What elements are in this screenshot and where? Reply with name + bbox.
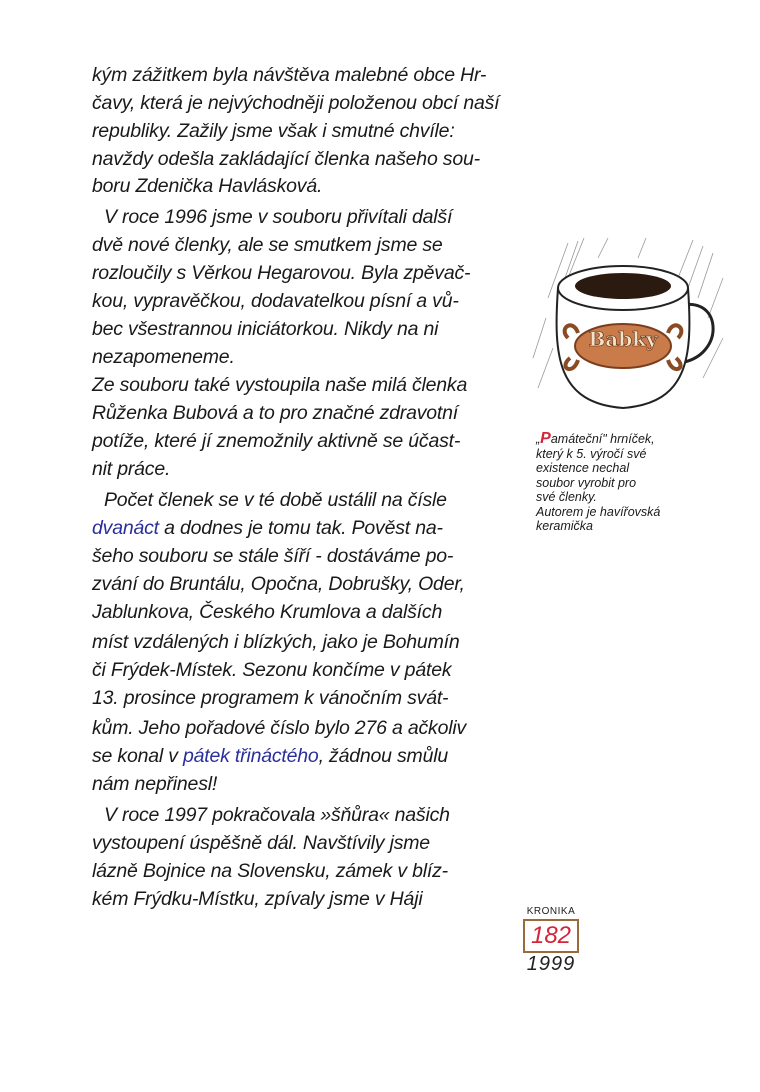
text-line [92, 148, 480, 171]
caption-line: soubor vyrobit pro [536, 475, 637, 490]
text-line [92, 290, 459, 313]
highlighted-text: pátek třináctého [183, 745, 319, 767]
text-line [92, 120, 455, 143]
line-text: rozloučily s Věrkou Hegarovou. Byla zpěvač- [92, 262, 471, 284]
line-text: boru Zdenička Havlásková. [92, 175, 323, 197]
line-text: kům. Jeho pořadové číslo bylo 276 a ačkoliv [92, 717, 467, 739]
caption-line: který k 5. výročí své [536, 446, 647, 461]
line-text: čavy, která je nejvýchodněji položenou obcí naší [92, 92, 500, 114]
text-line [92, 234, 443, 257]
text-line [92, 175, 322, 198]
caption-line: keramička [536, 519, 593, 533]
line-text: potíže, které jí znemožnily aktivně se účast- [92, 430, 461, 452]
text-line [92, 346, 235, 369]
caption-line [536, 432, 660, 447]
caption-line: existence nechal [536, 461, 630, 475]
line-text: bec všestrannou iniciátorkou. Nikdy na ni [92, 318, 439, 340]
chronicle-page-stamp [516, 906, 586, 976]
line-text: Počet členek se v té době ustálil na čísle [104, 489, 447, 511]
text-line [92, 631, 459, 654]
text-line [104, 206, 452, 229]
text-line [92, 318, 438, 341]
text-line [92, 573, 465, 596]
line-text: kou, vypravěčkou, dodavatelkou písní a vů- [92, 290, 459, 312]
caption-line: své členky. [536, 490, 597, 504]
line-text: lázně Bojnice na Slovensku, zámek v blíz- [92, 860, 448, 882]
text-line [92, 687, 448, 710]
text-line [92, 374, 467, 397]
chronicle-year: 1999 [526, 953, 576, 975]
text-line [92, 888, 422, 911]
highlighted-text: dvanáct [92, 517, 159, 539]
text-line [92, 430, 460, 453]
page-number: 182 [523, 919, 579, 953]
line-text: kém Frýdku-Místku, zpívaly jsme v Háji [92, 888, 423, 910]
text-line [92, 832, 430, 855]
chronicle-label: KRONIKA [526, 906, 576, 917]
text-line [92, 262, 470, 285]
line-text: Ze souboru také vystoupila naše milá členka [92, 374, 468, 396]
quote-mark: „ [536, 432, 541, 446]
line-text: dvě nové členky, ale se smutkem jsme se [92, 234, 443, 256]
text-line [92, 458, 170, 481]
caption-initial: P [540, 430, 551, 447]
text-line [92, 92, 499, 115]
line-text: , žádnou smůlu [318, 745, 449, 767]
text-line [92, 545, 453, 568]
line-text: se konal v [92, 745, 184, 767]
line-text: Růženka Bubová a to pro značné zdravotní [92, 402, 458, 424]
line-text: míst vzdálených i blízkých, jako je Bohumín [92, 631, 460, 653]
line-text: V roce 1996 jsme v souboru přivítali další [104, 206, 453, 228]
text-line [92, 64, 486, 87]
text-line [92, 773, 217, 796]
line-text: a dodnes je tomu tak. Pověst na- [158, 517, 443, 539]
mug-inscription: Babky [588, 327, 658, 351]
text-line [92, 402, 458, 425]
line-text: či Frýdek-Místek. Sezonu končíme v pátek [92, 659, 452, 681]
line-text: nit práce. [92, 458, 171, 480]
text-line [92, 745, 448, 768]
line-text: navždy odešla zakládající členka našeho sou- [92, 148, 480, 170]
text-line [92, 717, 466, 740]
line-text: nezapomeneme. [92, 346, 235, 368]
line-text: V roce 1997 pokračovala »šňůra« našich [104, 804, 450, 826]
line-text: 13. prosince programem k vánočním svát- [92, 687, 449, 709]
line-text: republiky. Zažily jsme však i smutné chvíle: [92, 120, 455, 142]
text-line [92, 659, 451, 682]
caption-line: Autorem je havířovská [536, 504, 661, 519]
line-text: zvání do Bruntálu, Opočna, Dobrušky, Oder, [92, 573, 465, 595]
text-line [104, 489, 447, 512]
line-text: Jablunkova, Českého Krumlova a dalších [92, 601, 443, 623]
line-text: vystoupení úspěšně dál. Navštívily jsme [92, 832, 430, 854]
text-line [92, 860, 448, 883]
line-text: kým zážitkem byla návštěva malebné obce Hr- [92, 64, 487, 86]
illustration-caption [536, 432, 660, 534]
memorial-mug-illustration [528, 238, 728, 423]
text-line [104, 804, 450, 827]
caption-first-rest: amáteční" hrníček, [550, 432, 655, 446]
text-line [92, 517, 443, 540]
text-line [92, 601, 442, 624]
line-text: šeho souboru se stále šíří - dostáváme po- [92, 545, 454, 567]
line-text: nám nepřinesl! [92, 773, 218, 795]
